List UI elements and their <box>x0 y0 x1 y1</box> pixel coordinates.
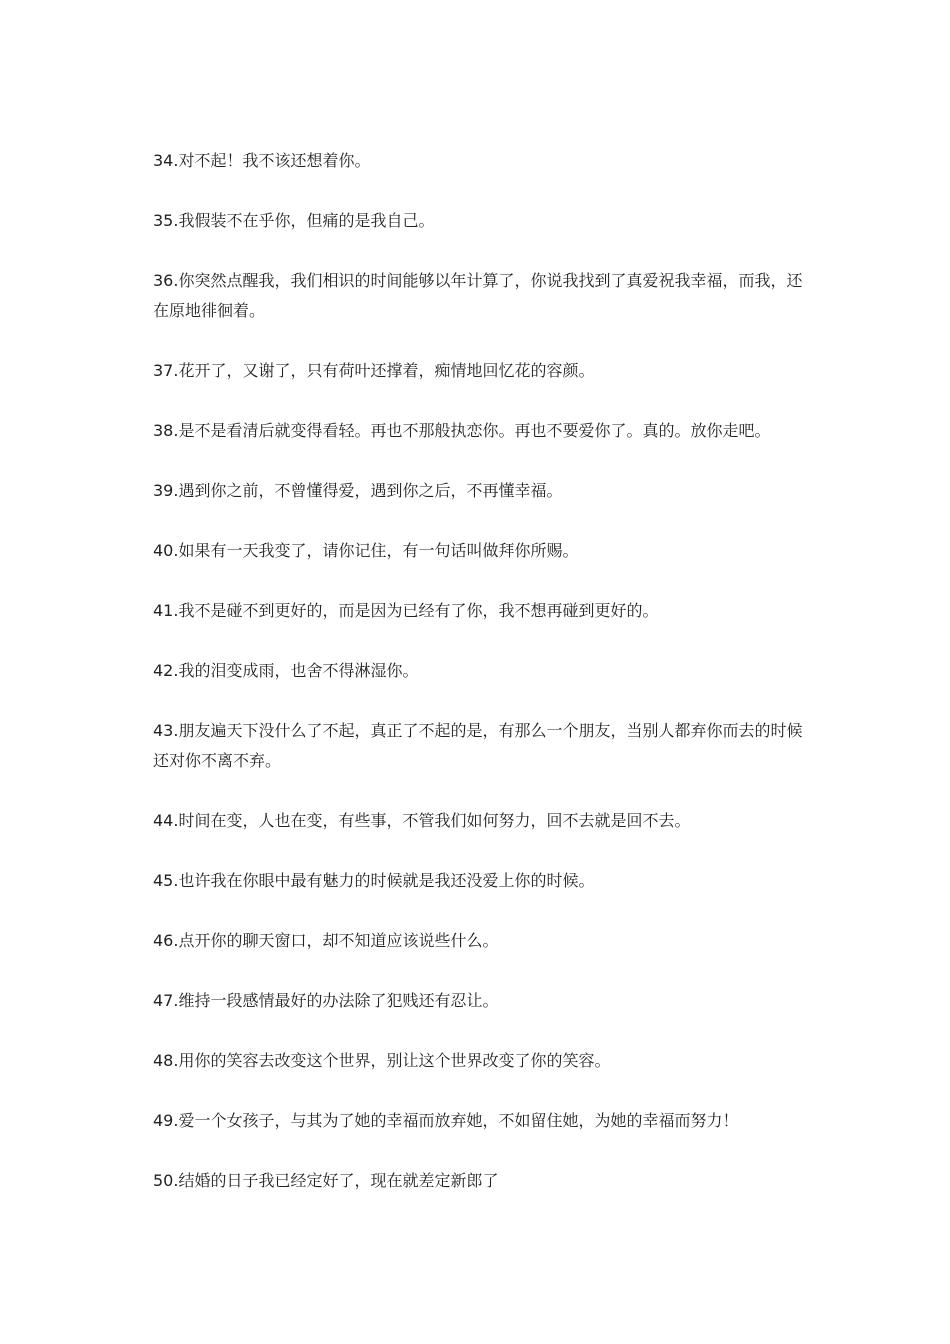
quote-48: 48.用你的笑容去改变这个世界，别让这个世界改变了你的笑容。 <box>153 1051 611 1070</box>
quote-46: 46.点开你的聊天窗口，却不知道应该说些什么。 <box>153 931 499 950</box>
quote-35: 35.我假装不在乎你，但痛的是我自己。 <box>153 211 435 230</box>
quote-41: 41.我不是碰不到更好的，而是因为已经有了你，我不想再碰到更好的。 <box>153 601 659 620</box>
quote-38: 38.是不是看清后就变得看轻。再也不那般执恋你。再也不要爱你了。真的。放你走吧。 <box>153 421 771 440</box>
quote-44: 44.时间在变，人也在变，有些事，不管我们如何努力，回不去就是回不去。 <box>153 811 691 830</box>
quote-40: 40.如果有一天我变了，请你记住，有一句话叫做拜你所赐。 <box>153 541 579 560</box>
quote-49: 49.爱一个女孩子，与其为了她的幸福而放弃她，不如留住她，为她的幸福而努力！ <box>153 1111 739 1130</box>
quote-37: 37.花开了，又谢了，只有荷叶还撑着，痴情地回忆花的容颜。 <box>153 361 595 380</box>
quote-36: 36.你突然点醒我，我们相识的时间能够以年计算了，你说我找到了真爱祝我幸福，而我，还在原地徘徊着。 <box>153 271 803 320</box>
quote-39: 39.遇到你之前，不曾懂得爱，遇到你之后，不再懂幸福。 <box>153 481 563 500</box>
quote-45: 45.也许我在你眼中最有魅力的时候就是我还没爱上你的时候。 <box>153 871 595 890</box>
quote-42: 42.我的泪变成雨，也舍不得淋湿你。 <box>153 661 419 680</box>
quote-43: 43.朋友遍天下没什么了不起，真正了不起的是，有那么一个朋友，当别人都弃你而去的时候还对你不离不弃。 <box>153 721 803 770</box>
quote-50: 50.结婚的日子我已经定好了，现在就差定新郎了 <box>153 1171 499 1190</box>
quote-34: 34.对不起！我不该还想着你。 <box>153 151 371 170</box>
quote-47: 47.维持一段感情最好的办法除了犯贱还有忍让。 <box>153 991 499 1010</box>
